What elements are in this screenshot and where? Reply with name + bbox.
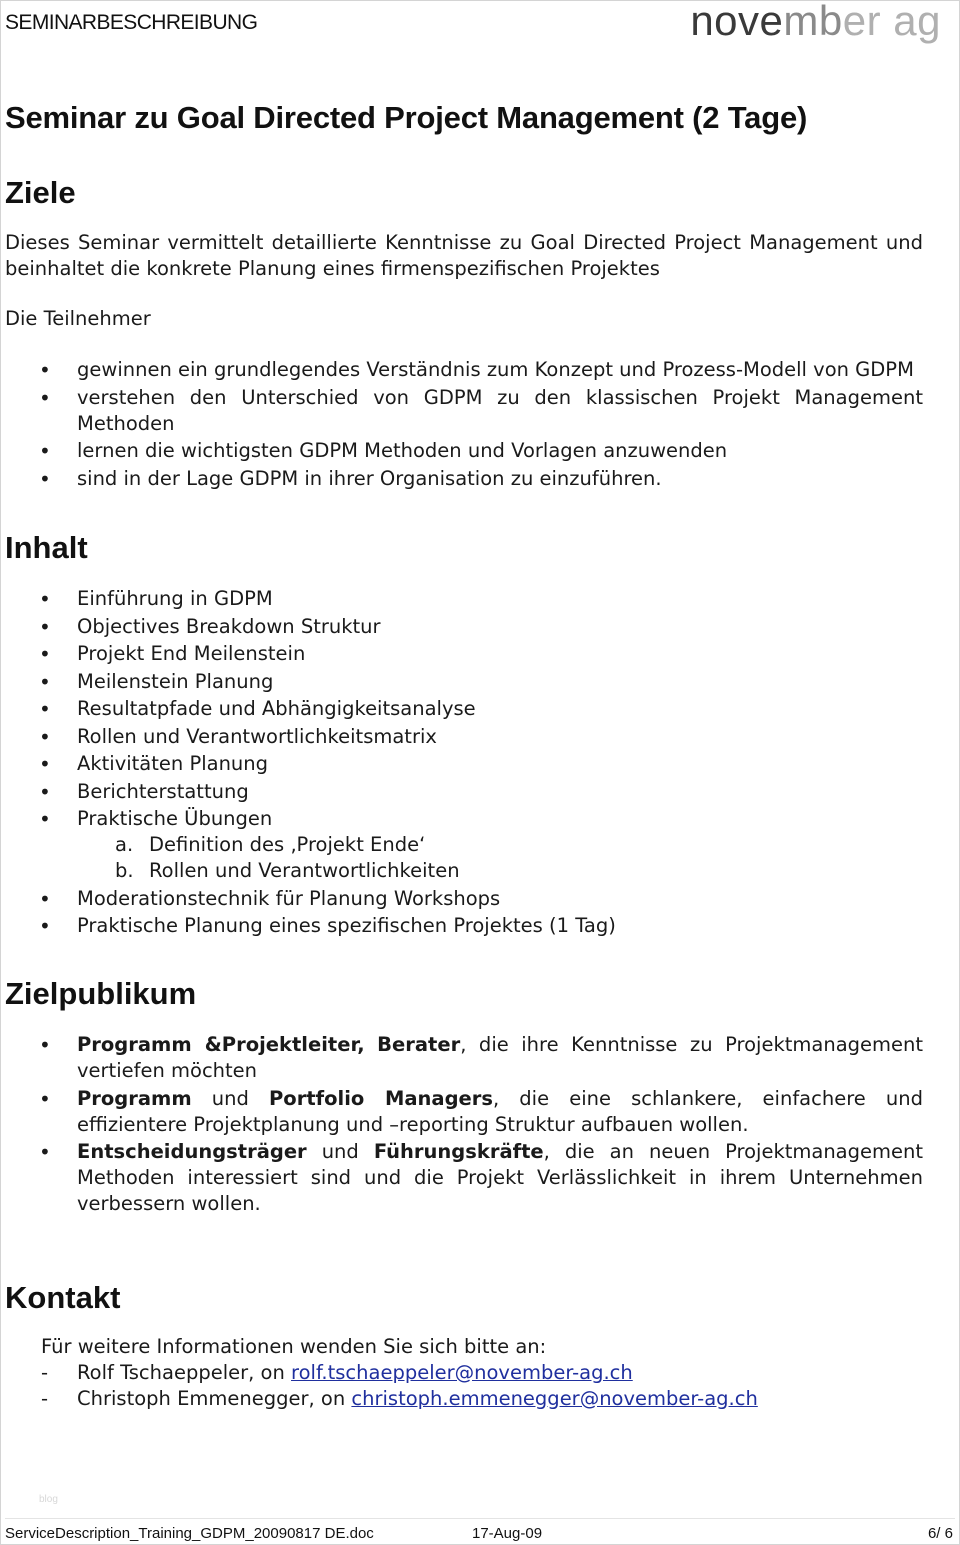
list-item: • gewinnen ein grundlegendes Verständnis zum Konzept und Prozess-Modell von GDPM — [1, 357, 923, 383]
sub-list — [77, 832, 923, 884]
audience-role: Programm — [77, 1086, 192, 1110]
section-heading-inhalt: Inhalt — [5, 530, 88, 565]
list-item: • Meilenstein Planung — [1, 669, 923, 695]
section-heading-kontakt: Kontakt — [5, 1280, 121, 1315]
list-item: • verstehen den Unterschied von GDPM zu den klassischen Projekt Management Methoden — [1, 385, 923, 437]
section-heading-ziele: Ziele — [5, 175, 76, 210]
page-title: Seminar zu Goal Directed Project Management (2 Tage) — [5, 100, 808, 135]
brand-logo-part3: er ag — [842, 0, 941, 44]
contact-dash: - — [41, 1361, 49, 1384]
contact-intro: Für weitere Informationen wenden Sie sich bitte an: — [41, 1335, 547, 1358]
contact-email-link[interactable]: christoph.emmenegger@november-ag.ch — [351, 1387, 758, 1410]
sub-list-item — [77, 832, 923, 858]
ziele-list — [1, 357, 923, 493]
contact-name: Rolf Tschaeppeler, on — [77, 1361, 292, 1384]
list-item: • Berichterstattung — [1, 779, 923, 805]
audience-desc: , die an neuen Projektmanagement Methoden interessiert sind und die Projekt Verlässlichkeit in ihrem Unternehmen verbessern wollen. — [77, 1140, 924, 1215]
zielpublikum-list — [1, 1032, 923, 1219]
list-item: • lernen die wichtigsten GDPM Methoden und Vorlagen anzuwenden — [1, 438, 923, 464]
footer-divider — [5, 1518, 955, 1519]
brand-logo-part1: nove — [690, 0, 784, 44]
inhalt-list — [1, 586, 923, 941]
list-item — [1, 806, 923, 884]
contact-dash: - — [41, 1387, 49, 1410]
audience-conj: und — [306, 1140, 374, 1163]
footer-filename: ServiceDescription_Training_GDPM_20090817 DE.doc — [5, 1525, 374, 1542]
participants-label: Die Teilnehmer — [5, 307, 151, 330]
list-item: • Resultatpfade und Abhängigkeitsanalyse — [1, 696, 923, 722]
audience-role: Führungskräfte — [373, 1140, 544, 1163]
doc-type-label: SEMINARBESCHREIBUNG — [5, 11, 258, 34]
list-item: • sind in der Lage GDPM in ihrer Organisation zu einzuführen. — [1, 466, 923, 492]
audience-role: Entscheidungsträger — [77, 1140, 307, 1163]
footer-page-number: 6/ 6 — [927, 1525, 953, 1542]
sub-list-text: Rollen und Verantwortlichkeiten — [149, 859, 460, 882]
list-item-text: Praktische Übungen — [77, 807, 273, 830]
sub-list-marker: a. — [115, 833, 134, 856]
audience-conj: und — [191, 1086, 270, 1110]
list-item: • Objectives Breakdown Struktur — [1, 614, 923, 640]
list-item: • Moderationstechnik für Planung Workshops — [1, 886, 923, 912]
ziele-intro: Dieses Seminar vermittelt detaillierte Kenntnisse zu Goal Directed Project Management und beinhaltet die konkrete Planung eines firmenspezifischen Projektes — [5, 231, 923, 280]
sub-list-text: Definition des ‚Projekt Ende‘ — [149, 833, 426, 856]
footer-date: 17-Aug-09 — [472, 1525, 543, 1542]
list-item: • Projekt End Meilenstein — [1, 641, 923, 667]
brand-logo — [690, 0, 941, 45]
audience-role: Programm &Projektleiter, — [77, 1033, 365, 1056]
list-item: • Praktische Planung eines spezifischen Projektes (1 Tag) — [1, 913, 923, 939]
list-item: • Rollen und Verantwortlichkeitsmatrix — [1, 724, 923, 750]
contact-row — [41, 1386, 923, 1412]
audience-desc: , die ihre Kenntnisse zu Projektmanagement vertiefen möchten — [77, 1033, 924, 1082]
watermark-text: blog — [39, 1494, 58, 1505]
audience-desc: , die eine schlankere, einfachere und effizientere Projektplanung und –reporting Struktur aufbauen wollen. — [77, 1086, 923, 1136]
page-header — [5, 0, 941, 45]
list-item — [1, 1139, 923, 1217]
list-item — [1, 1086, 923, 1138]
contact-block — [41, 1334, 923, 1412]
brand-logo-part2: mb — [783, 0, 843, 44]
sub-list-item — [77, 858, 923, 884]
list-item: • Aktivitäten Planung — [1, 751, 923, 777]
contact-email-link[interactable]: rolf.tschaeppeler@november-ag.ch — [291, 1361, 633, 1384]
sub-list-marker: b. — [115, 859, 134, 882]
audience-role: Berater — [377, 1033, 461, 1056]
audience-role: Portfolio Managers — [269, 1086, 493, 1110]
contact-row — [41, 1360, 923, 1386]
list-item — [1, 1032, 923, 1084]
list-item: • Einführung in GDPM — [1, 586, 923, 612]
contact-name: Christoph Emmenegger, on — [77, 1387, 352, 1410]
section-heading-zielpublikum: Zielpublikum — [5, 976, 197, 1011]
